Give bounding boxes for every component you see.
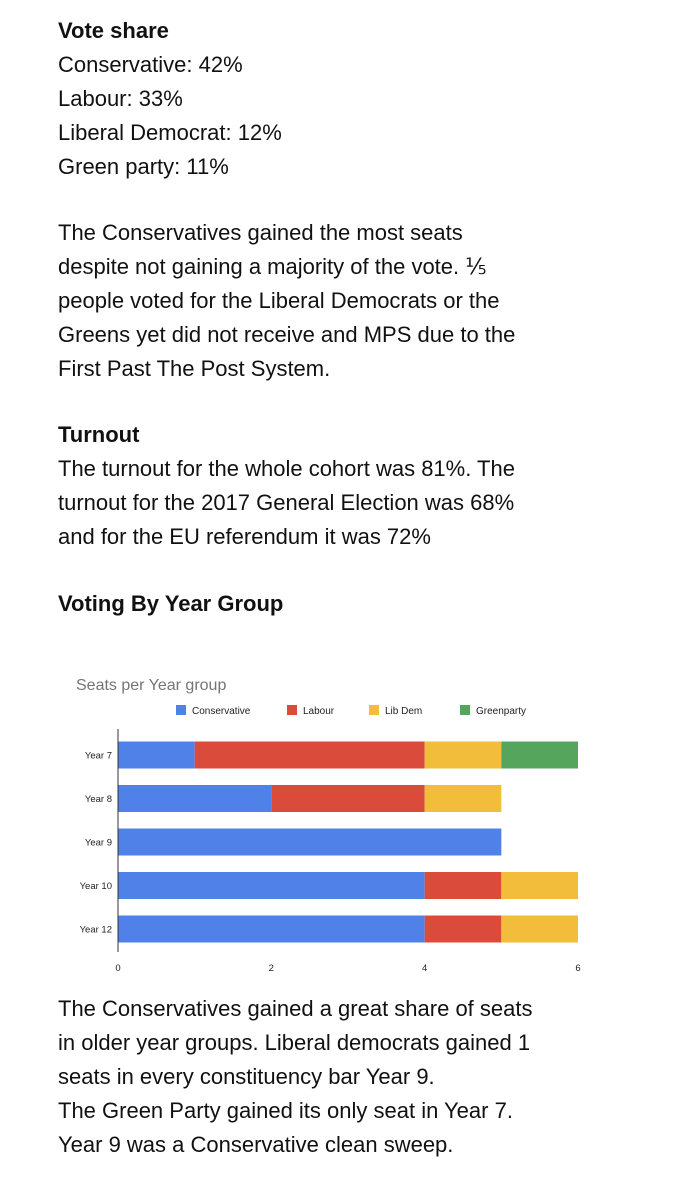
bar-3-1 bbox=[425, 872, 502, 899]
y-tick-label-0: Year 7 bbox=[84, 750, 112, 762]
bar-4-2 bbox=[501, 916, 578, 943]
analysis-paragraph: The Conservatives gained the most seats despite not gaining a majority of the vote. ⅕ people voted for the Liberal Democrats or the Greens yet did not receive and MPS due to the First Past The Post System. bbox=[58, 220, 516, 381]
bar-1-0 bbox=[118, 785, 271, 812]
chart-title: Seats per Year group bbox=[76, 677, 227, 694]
x-tick-label-2: 4 bbox=[422, 963, 428, 974]
y-tick-label-4: Year 12 bbox=[79, 924, 112, 936]
legend-swatch-1 bbox=[287, 705, 297, 715]
y-tick-label-3: Year 10 bbox=[79, 881, 112, 892]
bar-1-2 bbox=[425, 785, 502, 812]
legend-label-1: Labour bbox=[303, 706, 335, 717]
x-tick-label-1: 2 bbox=[268, 963, 274, 974]
bar-3-2 bbox=[501, 872, 578, 899]
conclusion-paragraph: The Conservatives gained a great share of seats in older year groups. Liberal democrats gained 1 seats in every constituency bar Year 9. The Green Party gained its only seat in Year 7. Year 9 was a Conservative clean sweep. bbox=[58, 996, 533, 1157]
legend-swatch-0 bbox=[176, 705, 186, 715]
bar-0-1 bbox=[195, 742, 425, 769]
chart-bars bbox=[118, 742, 578, 943]
x-tick-label-0: 0 bbox=[115, 963, 121, 974]
x-tick-label-3: 6 bbox=[575, 963, 581, 974]
bar-0-0 bbox=[118, 742, 195, 769]
legend-label-2: Lib Dem bbox=[385, 706, 423, 717]
seats-chart bbox=[0, 660, 689, 980]
turnout-heading: Turnout bbox=[58, 422, 140, 447]
voting-by-year-heading: Voting By Year Group bbox=[58, 591, 284, 616]
vote-share-green: Green party: 11% bbox=[58, 154, 229, 179]
bar-4-1 bbox=[425, 916, 502, 943]
bar-3-0 bbox=[118, 872, 425, 899]
vote-share-heading: Vote share bbox=[58, 18, 169, 43]
legend-label-0: Conservative bbox=[192, 706, 251, 717]
y-tick-label-2: Year 9 bbox=[84, 837, 112, 849]
vote-share-conservative: Conservative: 42% bbox=[58, 52, 243, 77]
bar-0-3 bbox=[501, 742, 578, 769]
legend-swatch-3 bbox=[460, 705, 470, 715]
bar-0-2 bbox=[425, 742, 502, 769]
bar-4-0 bbox=[118, 916, 425, 943]
x-axis-ticks bbox=[115, 963, 580, 974]
vote-share-libdem: Liberal Democrat: 12% bbox=[58, 120, 282, 145]
y-axis-labels bbox=[80, 751, 112, 936]
y-tick-label-1: Year 8 bbox=[84, 794, 112, 805]
chart-legend bbox=[176, 705, 526, 717]
vote-share-labour: Labour: 33% bbox=[58, 86, 183, 111]
legend-label-3: Greenparty bbox=[476, 706, 527, 717]
legend-swatch-2 bbox=[369, 705, 379, 715]
bar-1-1 bbox=[271, 785, 424, 812]
turnout-text: The turnout for the whole cohort was 81%. The turnout for the 2017 General Election was 68% and for the EU referendum it was 72% bbox=[58, 456, 515, 549]
bar-2-0 bbox=[118, 829, 501, 856]
